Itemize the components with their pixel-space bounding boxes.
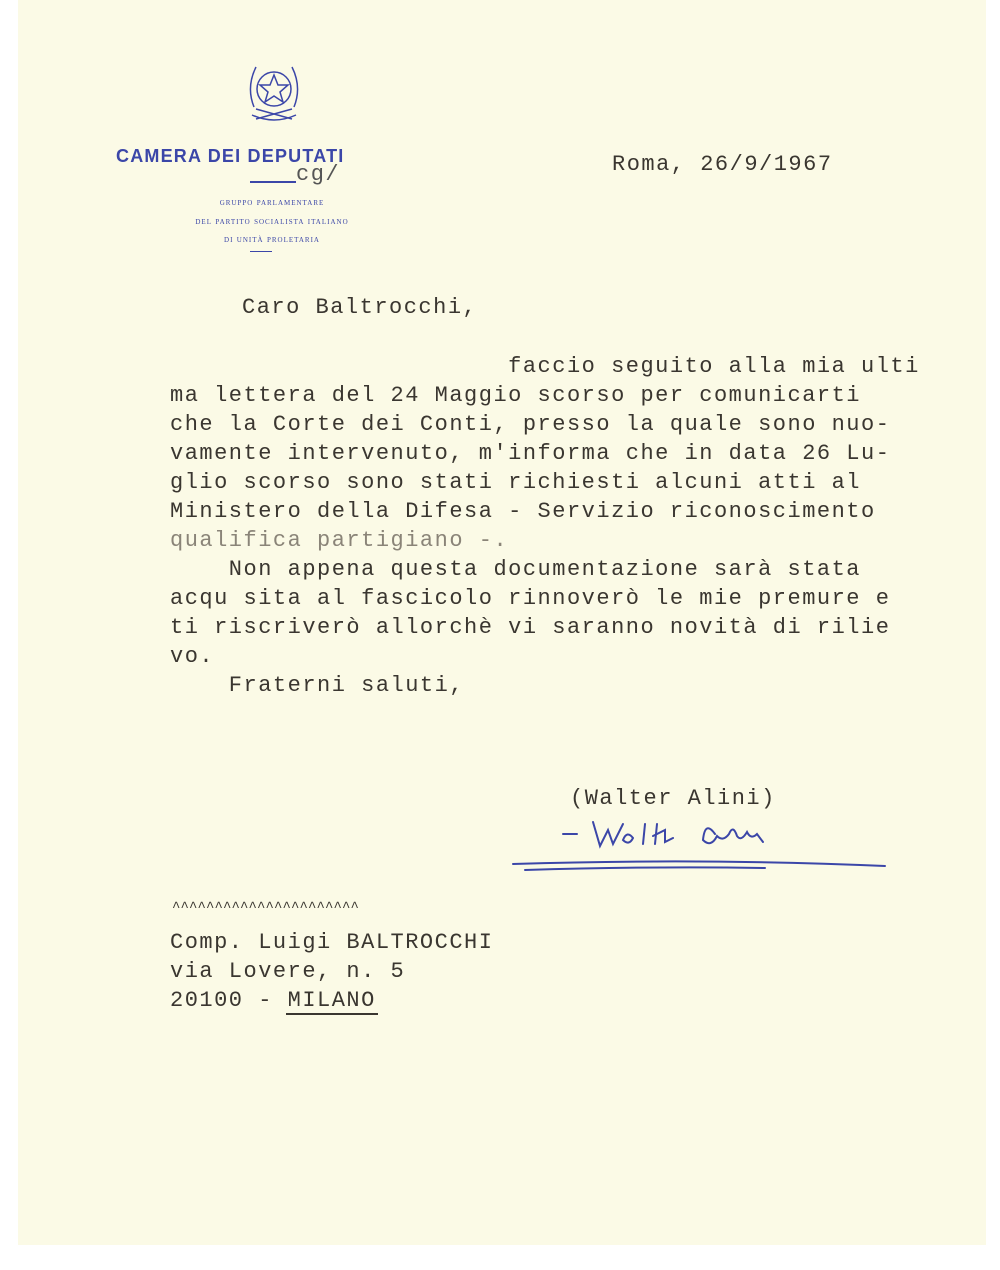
separator-carets: ^^^^^^^^^^^^^^^^^^^^^^ <box>172 900 360 916</box>
address-street: via Lovere, n. 5 <box>170 959 406 984</box>
body-line: Non appena questa documentazione sarà stata <box>170 557 862 582</box>
emblem-icon <box>244 57 304 127</box>
salutation: Caro Baltrocchi, <box>242 295 478 320</box>
letter-body <box>170 352 920 700</box>
body-line: acqu sita al fascicolo rinnoverò le mie premure e <box>170 586 891 611</box>
body-line: Fraterni saluti, <box>170 673 465 698</box>
body-line: glio scorso sono stati richiesti alcuni atti al <box>170 470 862 495</box>
group-line-2: del partito socialista italiano <box>195 217 349 227</box>
body-line: Ministero della Difesa - Servizio riconoscimento <box>170 499 876 524</box>
group-line-3: di unità proletaria <box>224 235 320 245</box>
body-line: ti riscriverò allorchè vi saranno novità di rilie <box>170 615 891 640</box>
city-underline <box>286 1013 378 1015</box>
reference-line <box>250 181 296 183</box>
typed-signature: (Walter Alini) <box>570 786 776 811</box>
body-line: vo. <box>170 644 215 669</box>
body-line: ma lettera del 24 Maggio scorso per comunicarti <box>170 383 862 408</box>
place-date: Roma, 26/9/1967 <box>612 152 833 177</box>
institution-name: CAMERA DEI DEPUTATI <box>116 146 345 166</box>
reference-code: cg/ <box>296 162 341 187</box>
handwritten-signature <box>505 812 895 878</box>
address-name: Comp. Luigi BALTROCCHI <box>170 930 494 955</box>
body-line: vamente intervenuto, m'informa che in data 26 Lu- <box>170 441 891 466</box>
header-rule <box>250 251 272 252</box>
body-line: qualifica partigiano -. <box>170 528 509 553</box>
address-city: 20100 - MILANO <box>170 988 376 1013</box>
body-line: faccio seguito alla mia ulti <box>170 354 920 379</box>
body-line: che la Corte dei Conti, presso la quale sono nuo- <box>170 412 891 437</box>
group-line-1: gruppo parlamentare <box>219 198 325 208</box>
